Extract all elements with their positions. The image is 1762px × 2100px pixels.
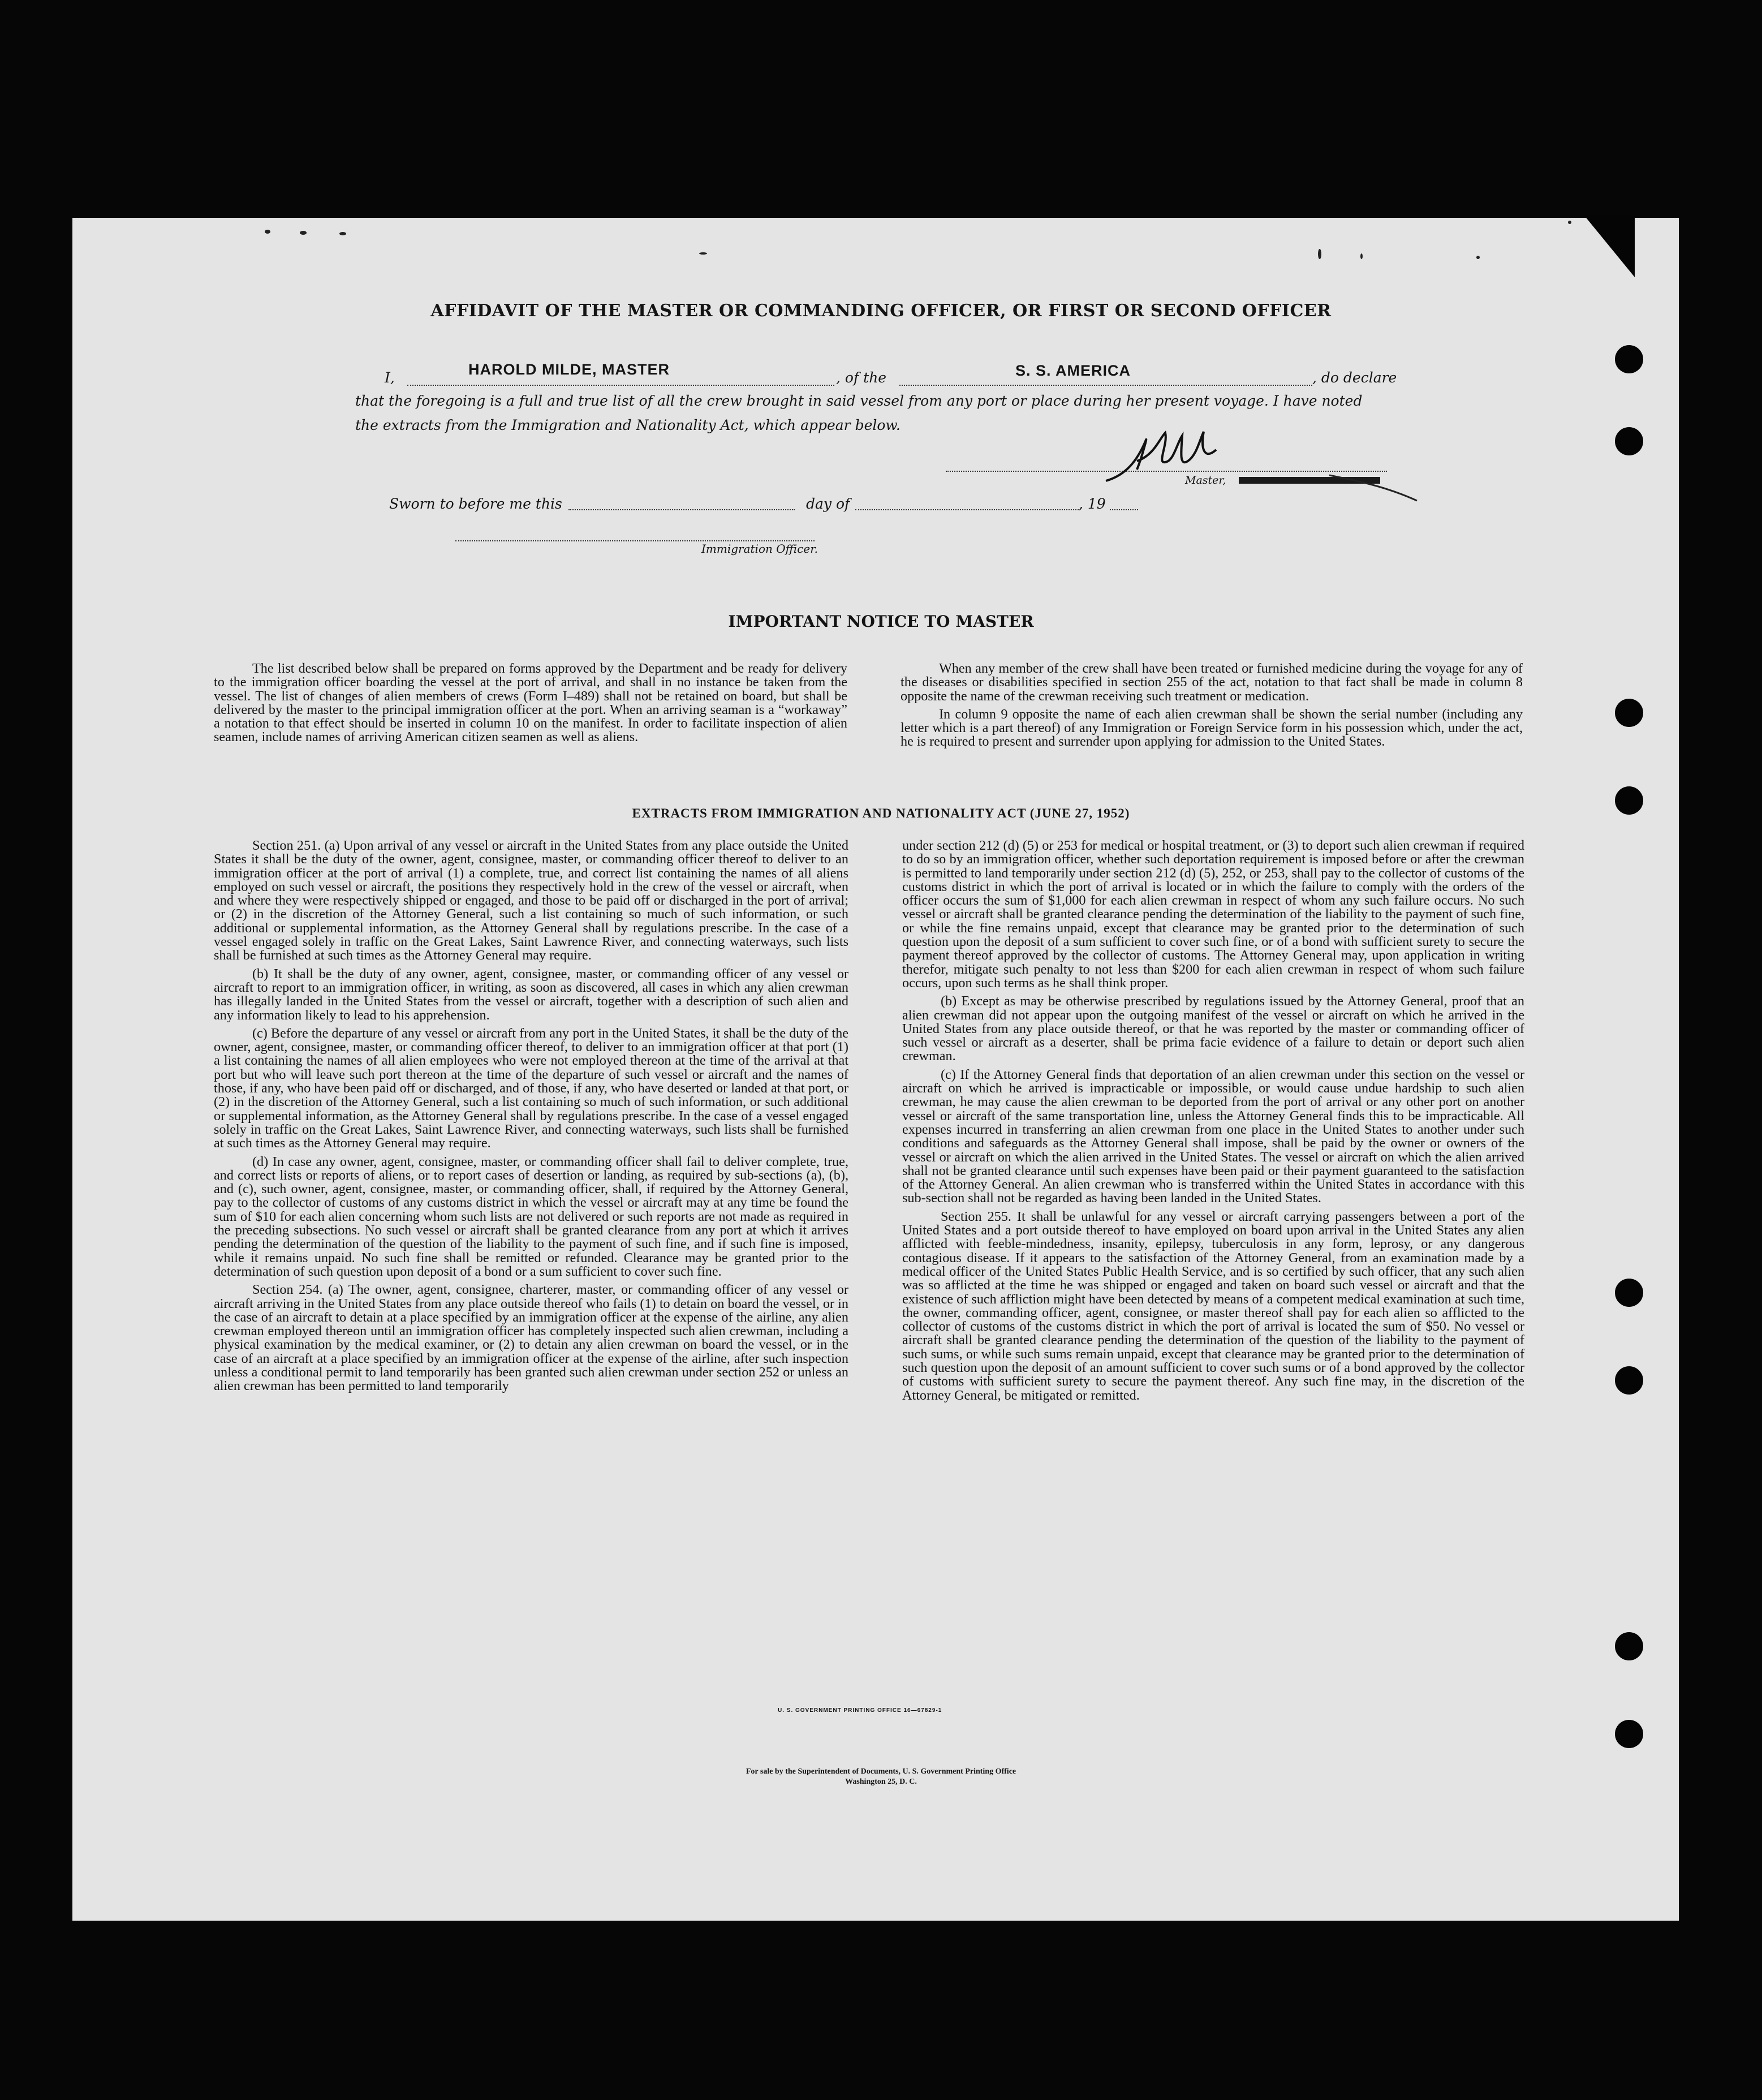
notice-right-column (901, 662, 1523, 754)
notice-paragraph: When any member of the crew shall have been treated or furnished medicine during the voyage for any of the diseases or disabilities specified in section 255 of the act, notation to that fact shall be made in column 8 opposite the name of the crewman receiving such treatment or medication. (901, 661, 1523, 704)
immigration-officer-label: Immigration Officer. (701, 542, 818, 556)
binder-hole (1615, 1366, 1643, 1395)
section-paragraph: Section 255. It shall be unlawful for any vessel or aircraft carrying passengers between a port of the United States and a port outside thereof to have employed on board upon arrival in the United States any alien afflicted with feeble-mindedness, insanity, epilepsy, tuberculosis in any form, leprosy, or any dangerous contagious disease. If it appears to the satisfaction of the Attorney General, from an examination made by a medical officer of the United States Public Health Service, and is so certified by such officer, that any such alien was so afflicted at the time he was shipped or engaged and taken on board such vessel or aircraft and that the existence of such affliction might have been detected by means of a competent medical examination at such time, the owner, commanding officer, agent, consignee, or master thereof shall pay for each alien so afflicted to the collector of customs of the customs district in which the port of arrival is located the sum of $50. No vessel or aircraft shall be granted clearance pending the determination of the question of the liability to the payment of such sums, or while such sums remain unpaid, except that clearance may be granted prior to the determination of such question upon the deposit of an amount sufficient to cover such sums or of a bond approved by the collector of customs with sufficient surety to secure the payment thereof. Any such fine may, in the discretion of the Attorney General, be mitigated or remitted. (902, 1208, 1524, 1403)
binder-hole (1615, 1279, 1643, 1307)
day-of-label: day of (806, 496, 850, 512)
of-the-label: , of the (836, 369, 887, 386)
printer-mark: U. S. GOVERNMENT PRINTING OFFICE 16—67829-1 (778, 1707, 942, 1714)
section-paragraph: (b) It shall be the duty of any owner, agent, consignee, master, or commanding officer of any vessel or aircraft to report to an immigration officer, in writing, as soon as discovered, all cases in which any alien crewman has illegally landed in the United States from the vessel or aircraft, together with a description of such alien and any information likely to lead to his apprehension. (214, 966, 848, 1023)
master-label: Master, (1185, 474, 1226, 487)
torn-corner (1584, 215, 1635, 277)
pen-stroke (1329, 470, 1420, 504)
section-paragraph: under section 212 (d) (5) or 253 for medical or hospital treatment, or (3) to deport such alien crewman if required to do so by an immigration officer, whether such deportation requirement is imposed before or after the crewman is permitted to land temporarily under section 212 (d) (5), 252, or 253, shall pay to the collector of customs of the customs district in which the port of arrival is located or in which the failure to comply with the orders of the officer occurs the sum of $1,000 for each alien crewman in respect of whom any such failure occurs. No such vessel or aircraft shall be granted clearance pending the determination of the liability to the payment of such fine, or while the fine remains unpaid, except that clearance may be granted prior to the determination of such question upon the deposit of a sum sufficient to cover such fine, or of a bond with sufficient surety to secure the payment thereof approved by the collector of customs. The Attorney General may, upon application in writing therefor, mitigate such penalty to not less than $200 for each alien crewman in respect of whom such failure occurs, upon such terms as he shall think proper. (902, 838, 1524, 991)
footer-line-1: For sale by the Superintendent of Documents, U. S. Government Printing Office (746, 1767, 1016, 1776)
binder-hole (1615, 427, 1643, 455)
vessel-name-field: S. S. AMERICA (1015, 362, 1131, 379)
statement-line-1: that the foregoing is a full and true list of all the crew brought in said vessel from any port or place during her present voyage. I have noted (355, 393, 1363, 409)
year-label: , 19 (1079, 496, 1106, 512)
binder-hole (1615, 1720, 1643, 1748)
notice-paragraph: In column 9 opposite the name of each alien crewman shall be shown the serial number (including any letter which is a part thereof) of any Immigration or Foreign Service form in his possession which, under the act, he is required to present and surrender upon applying for admission to the United States. (901, 706, 1523, 750)
binder-hole (1615, 699, 1643, 727)
section-paragraph: (b) Except as may be otherwise prescribed by regulations issued by the Attorney General, proof that an alien crewman did not appear upon the outgoing manifest of the vessel or aircraft on which he arrived in the United States from any place outside thereof, or that he was reported by the master or commanding officer of such vessel or aircraft as a deserter, shall be prima facie evidence of a failure to detain or deport such alien crewman. (902, 993, 1524, 1064)
i-label: I, (385, 369, 395, 386)
statement-line-2: the extracts from the Immigration and Nationality Act, which appear below. (355, 417, 901, 433)
notice-paragraph: The list described below shall be prepared on forms approved by the Department and be ready for delivery to the immigration officer boarding the vessel at the port of arrival, and shall in no instance be taken from the vessel. The list of changes of alien members of crews (Form I–489) shall not be retained on board, but shall be delivered by the master to the principal immigration officer at the port. When an arriving seaman is a “workaway” a notation to that effect should be inserted in column 10 on the manifest. In order to facilitate inspection of alien seamen, include names of arriving American citizen seamen as well as aliens. (214, 661, 847, 745)
section-paragraph: (d) In case any owner, agent, consignee, master, or commanding officer shall fail to deliver complete, true, and correct lists or reports of aliens, or to report cases of desertion or landing, as required by sub-sections (a), (b), and (c), such owner, agent, consignee, master, or commanding officer, shall, if required by the Attorney General, pay to the collector of customs of any customs district in which the vessel or aircraft may at any time be found the sum of $10 for each alien concerning whom such lists are not delivered or such reports are not made as required in the preceding subsections. No such vessel or aircraft shall be granted clearance from any port at which it arrives pending the determination of the question of the liability to the payment of such fine, and if such fine is imposed, while it remains unpaid. No such fine shall be remitted or refunded. Clearance may be granted prior to the determination of such question upon deposit of a bond or a sum sufficient to cover such fine. (214, 1154, 848, 1279)
extracts-title: EXTRACTS FROM IMMIGRATION AND NATIONALITY ACT (JUNE 27, 1952) (632, 806, 1130, 820)
binder-hole (1615, 1632, 1643, 1660)
binder-hole (1615, 345, 1643, 373)
section-paragraph: Section 251. (a) Upon arrival of any vessel or aircraft in the United States from any place outside the United States it shall be the duty of the owner, agent, consignee, master, or commanding officer thereof to deliver to an immigration officer at the port of arrival (1) a complete, true, and correct list containing the names of all aliens employed on such vessel or aircraft, the positions they respectively hold in the crew of the vessel or aircraft, when and where they were respectively shipped or engaged, and those to be paid off or discharged in the port of arrival; or (2) in the discretion of the Attorney General, such a list containing so much of such information, or such additional or supplemental information, as the Attorney General shall by regulations prescribe. In the case of a vessel engaged solely in traffic on the Great Lakes, Saint Lawrence River, and connecting waterways, such lists shall be furnished at such times as the Attorney General may require. (214, 838, 848, 963)
extracts-left-column (214, 839, 848, 1398)
master-name-field: HAROLD MILDE, MASTER (468, 361, 670, 378)
section-paragraph: (c) Before the departure of any vessel or aircraft from any port in the United States, it shall be the duty of the owner, agent, consignee, master, or commanding officer thereof, to deliver to an immigration officer at that port (1) a list containing the names of all alien employees who were not employed thereon at the time of the arrival at that port but who will leave such port thereon at the time of the departure of such vessel or aircraft and the names of those, if any, who have been paid off or discharged, and of those, if any, who have deserted or landed at that port, or (2) in the discretion of the Attorney General, such a list containing so much of such information, or such additional or supplemental information, as the Attorney General shall by regulations prescribe. In the case of a vessel engaged solely in traffic on the Great Lakes, Saint Lawrence River, and connecting waterways, such lists shall be furnished at such times as the Attorney General may require. (214, 1025, 848, 1151)
section-paragraph: (c) If the Attorney General finds that deportation of an alien crewman under this section on the vessel or aircraft on which he arrived is impracticable or impossible, or would cause undue hardship to such alien crewman, he may cause the alien crewman to be deported from the port of arrival or any other port on another vessel or aircraft of the same transportation line, unless the Attorney General finds this to be impracticable. All expenses incurred in transferring an alien crewman from one place in the United States to another under such conditions and safeguards as the Attorney General shall impose, shall be paid by the owner or owners of the vessel or aircraft on which the alien arrived in the United States. The vessel or aircraft on which the alien arrived shall not be granted clearance until such expenses have been paid or their payment guaranteed to the satisfaction of the Attorney General. An alien crewman who is transferred within the United States in accordance with this sub-section shall not be regarded as having been landed in the United States. (902, 1066, 1524, 1206)
notice-left-column (214, 662, 847, 749)
notice-title: IMPORTANT NOTICE TO MASTER (728, 612, 1034, 631)
section-paragraph: Section 254. (a) The owner, agent, consignee, charterer, master, or commanding officer of any vessel or aircraft arriving in the United States from any place outside thereof who fails (1) to detain on board the vessel, or in the case of an aircraft to detain at a place specified by an immigration officer at the expense of the airline, any alien crewman employed thereon until an immigration officer has completely inspected such alien crewman, including a physical examination by the medical examiner, or (2) to detain any alien crewman on board the vessel, or in the case of an aircraft at a place specified by an immigration officer at the expense of the airline, after such inspection unless a conditional permit to land temporarily has been granted such alien crewman under section 252 or unless an alien crewman has been permitted to land temporarily (214, 1282, 848, 1394)
do-declare-label: , do declare (1312, 369, 1397, 386)
sworn-label: Sworn to before me this (389, 496, 562, 512)
extracts-right-column (902, 839, 1524, 1407)
footer-line-2: Washington 25, D. C. (845, 1778, 917, 1786)
affidavit-title: AFFIDAVIT OF THE MASTER OR COMMANDING OFFICER, OR FIRST OR SECOND OFFICER (430, 301, 1332, 321)
